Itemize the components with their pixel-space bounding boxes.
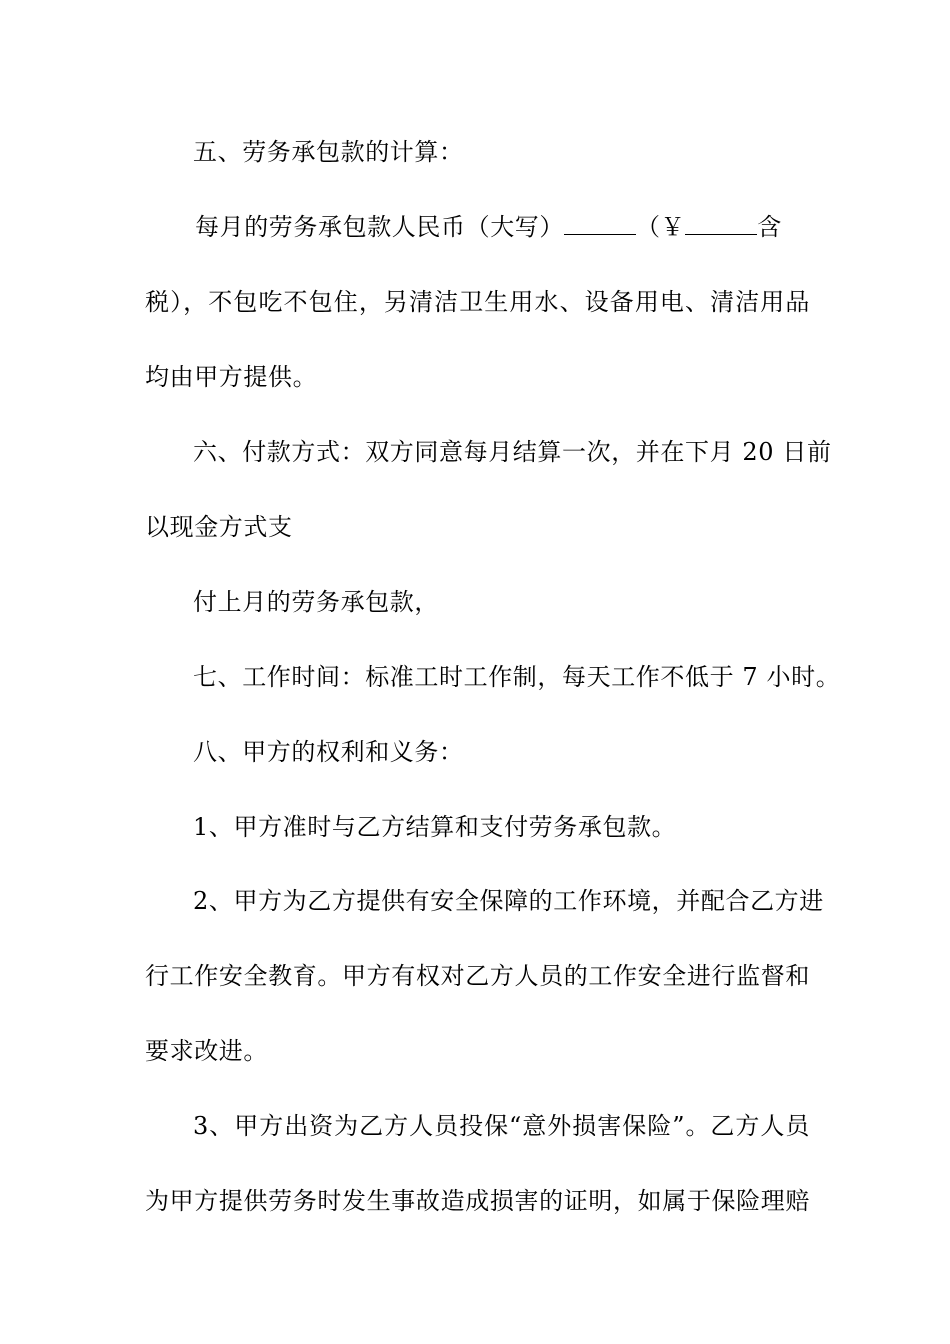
clause-3: 3、甲方出资为乙方人员投保“意外损害保险”。乙方人员: [193, 1112, 810, 1140]
payment-amount-continuation: 税），不包吃不包住，另清洁卫生用水、设备用电、清洁用品: [145, 288, 810, 316]
open-paren: （: [636, 213, 661, 241]
clause-2-continuation: 行工作安全教育。甲方有权对乙方人员的工作安全进行监督和: [145, 962, 810, 990]
section-6-payment-method: 六、付款方式：双方同意每月结算一次，并在下月 20 日前: [193, 438, 832, 466]
yen-sign: ￥: [660, 213, 686, 241]
payment-amount-end: 均由甲方提供。: [145, 363, 318, 391]
clause-2-end: 要求改进。: [145, 1037, 268, 1065]
tax-included-text: 含: [757, 213, 782, 241]
clause-3-continuation: 为甲方提供劳务时发生事故造成损害的证明，如属于保险理赔: [145, 1187, 810, 1215]
section-6-continuation: 以现金方式支: [145, 513, 293, 541]
section-6-end: 付上月的劳务承包款，: [193, 588, 439, 616]
payment-amount-text: 每月的劳务承包款人民币（大写）: [195, 213, 564, 241]
payment-amount-line: [195, 212, 807, 242]
clause-1: 1、甲方准时与乙方结算和支付劳务承包款。: [193, 813, 677, 841]
section-5-heading: 五、劳务承包款的计算：: [193, 138, 464, 166]
clause-2: 2、甲方为乙方提供有安全保障的工作环境，并配合乙方进: [193, 887, 824, 915]
section-7-work-hours: 七、工作时间：标准工时工作制，每天工作不低于 7 小时。: [193, 663, 841, 691]
amount-words-blank: [564, 212, 636, 235]
section-8-heading: 八、甲方的权利和义务：: [193, 738, 464, 766]
amount-number-blank: [685, 212, 757, 235]
